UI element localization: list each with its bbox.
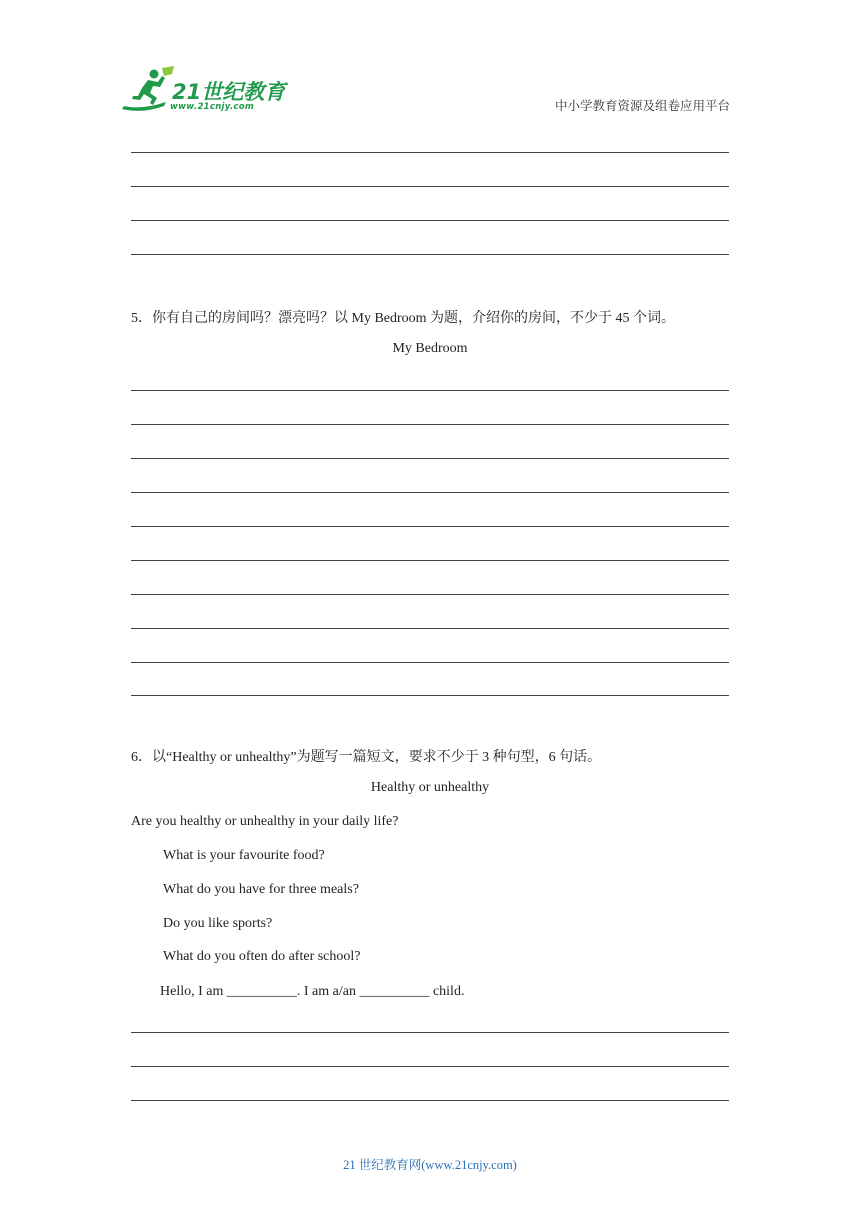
essay-starter: Hello, I am __________. I am a/an __________ child. [160, 984, 465, 999]
guide-question: What is your favourite food? [163, 848, 325, 863]
question-5-prompt: 5．你有自己的房间吗？漂亮吗？以 My Bedroom 为题，介绍你的房间，不少于 45 个词。 [131, 311, 676, 326]
question-6-intro: Are you healthy or unhealthy in your daily life? [131, 814, 399, 829]
guide-question: Do you like sports? [163, 916, 273, 931]
answer-line [131, 1100, 729, 1101]
question-5-title: My Bedroom [392, 341, 468, 356]
answer-line [131, 1032, 729, 1033]
answer-line [131, 186, 729, 187]
site-logo [120, 62, 300, 118]
guide-question: What do you have for three meals? [163, 882, 359, 897]
header-tagline: 中小学教育资源及组卷应用平台 [554, 99, 730, 113]
logo-wordmark: 21世纪教育 [172, 80, 286, 104]
answer-line [131, 458, 729, 459]
answer-line [131, 424, 729, 425]
page-header [120, 62, 732, 122]
answer-line [131, 526, 729, 527]
answer-line [131, 662, 729, 663]
answer-line [131, 152, 729, 153]
answer-line [131, 254, 729, 255]
logo-url: www.21cnjy.com [170, 102, 254, 112]
page-footer: 21 世纪教育网(www.21cnjy.com) [343, 1158, 517, 1172]
answer-line [131, 594, 729, 595]
answer-line [131, 628, 729, 629]
answer-line [131, 492, 729, 493]
question-6-title: Healthy or unhealthy [370, 780, 490, 795]
answer-line [131, 390, 729, 391]
answer-line [131, 560, 729, 561]
answer-line [131, 695, 729, 696]
answer-line [131, 220, 729, 221]
answer-line [131, 1066, 729, 1067]
guide-question: What do you often do after school? [163, 949, 361, 964]
question-6-prompt: 6．以“Healthy or unhealthy”为题写一篇短文，要求不少于 3 种句型，6 句话。 [131, 750, 602, 765]
